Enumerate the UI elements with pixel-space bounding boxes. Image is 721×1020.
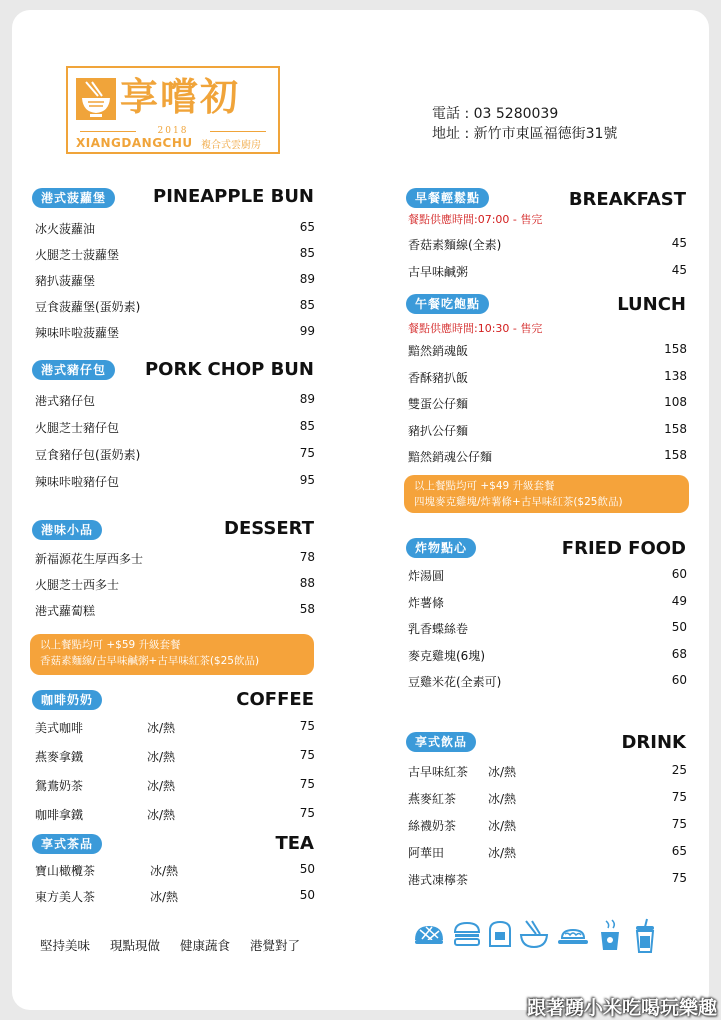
menu-item xyxy=(408,763,687,779)
menu-item-price: 158 xyxy=(664,421,687,436)
menu-item-price: 50 xyxy=(299,888,315,902)
menu-item-price: 138 xyxy=(664,368,687,383)
menu-item xyxy=(35,806,315,822)
menu-item-name: 黯然銷魂飯 xyxy=(408,344,469,358)
section-label-dessert: 港味小品 xyxy=(32,520,102,540)
section-title-lunch: LUNCH xyxy=(617,294,686,315)
menu-item-name: 炸湯圓 xyxy=(408,569,445,583)
menu-item-name: 冰火菠蘿油 xyxy=(35,222,96,236)
watermark: 跟著踴小米吃喝玩樂趣 xyxy=(526,997,717,1019)
section-title-drink: DRINK xyxy=(621,732,686,753)
menu-item-price: 95 xyxy=(299,473,315,487)
menu-item xyxy=(35,748,315,764)
menu-item xyxy=(408,790,687,806)
slogan xyxy=(40,936,316,954)
menu-item xyxy=(35,602,315,618)
menu-item xyxy=(35,419,315,435)
menu-item-price: 75 xyxy=(299,748,315,762)
menu-item-temperature: 冰/熱 xyxy=(150,890,179,904)
menu-item-name: 古早味紅茶 xyxy=(408,765,469,779)
menu-item-price: 25 xyxy=(671,763,687,777)
menu-item xyxy=(35,888,315,904)
menu-item-price: 108 xyxy=(664,395,687,409)
brand-year: 2018 xyxy=(157,126,189,136)
section-title-fried: FRIED FOOD xyxy=(561,538,686,559)
menu-item-name: 美式咖啡 xyxy=(35,721,84,735)
menu-item-price: 68 xyxy=(671,646,687,661)
menu-item-name: 辣味咔啦菠蘿堡 xyxy=(35,326,120,340)
menu-item-price: 65 xyxy=(671,844,687,858)
slogan-text: 現點現做 xyxy=(110,938,161,953)
menu-item-name: 香酥豬扒飯 xyxy=(408,370,469,385)
menu-item xyxy=(408,263,687,279)
menu-item-name: 黯然銷魂公仔麵 xyxy=(408,450,493,464)
menu-item-name: 港式凍檸茶 xyxy=(408,873,469,887)
menu-item xyxy=(408,448,687,464)
menu-item-name: 火腿芝士西多士 xyxy=(35,578,120,592)
menu-item-name: 豆食菠蘿堡(蛋奶素) xyxy=(35,300,141,314)
menu-item xyxy=(35,272,315,288)
menu-item-name: 阿華田 xyxy=(408,846,445,860)
promo-banner-right xyxy=(404,475,689,513)
menu-item-name: 燕麥紅茶 xyxy=(408,792,457,806)
menu-item-price: 88 xyxy=(299,576,315,590)
menu-item-name: 港式蘿蔔糕 xyxy=(35,604,96,618)
menu-item-name: 燕麥拿鐵 xyxy=(35,750,84,764)
promo-banner-left xyxy=(30,634,314,675)
menu-item xyxy=(35,576,315,592)
menu-item-name: 新福源花生厚西多士 xyxy=(35,552,144,566)
menu-item-price: 75 xyxy=(299,719,315,733)
menu-item-name: 火腿芝士菠蘿堡 xyxy=(35,248,120,262)
menu-item-price: 49 xyxy=(671,593,687,608)
menu-item-temperature: 冰/熱 xyxy=(488,846,517,860)
menu-item xyxy=(408,673,687,689)
menu-item-price: 58 xyxy=(299,602,315,616)
menu-item-name: 火腿芝士豬仔包 xyxy=(35,421,120,435)
menu-item-name: 炸薯條 xyxy=(408,595,445,610)
menu-item xyxy=(408,567,687,583)
menu-item-name: 鴛鴦奶茶 xyxy=(35,779,84,793)
menu-item-price: 75 xyxy=(299,777,315,791)
menu-item xyxy=(35,446,315,462)
section-title-porkchop: PORK CHOP BUN xyxy=(144,359,314,380)
menu-item xyxy=(35,473,315,489)
section-title-tea: TEA xyxy=(275,833,314,854)
section-title-dessert: DESSERT xyxy=(224,518,314,539)
menu-item-price: 50 xyxy=(299,862,315,876)
menu-item-name: 寶山橄欖茶 xyxy=(35,864,96,878)
menu-item-price: 75 xyxy=(299,806,315,820)
menu-item xyxy=(408,422,687,438)
contact-info xyxy=(432,104,617,144)
menu-item-temperature: 冰/熱 xyxy=(147,779,176,793)
promo-line: 以上餐點均可 +$59 升級套餐 xyxy=(40,639,181,651)
menu-item-temperature: 冰/熱 xyxy=(147,721,176,735)
menu-item-price: 158 xyxy=(664,342,687,356)
menu-item xyxy=(408,844,687,860)
menu-item-name: 港式豬仔包 xyxy=(35,394,96,408)
iced-drink-icon xyxy=(632,918,658,956)
section-title-pineapple: PINEAPPLE BUN xyxy=(153,186,314,207)
menu-item-name: 古早味鹹粥 xyxy=(408,265,469,279)
menu-item-price: 89 xyxy=(299,392,315,406)
section-label-lunch: 午餐吃飽點 xyxy=(406,294,489,314)
menu-item-price: 45 xyxy=(671,236,687,250)
menu-item-price: 75 xyxy=(671,817,687,831)
menu-item-name: 豆食豬仔包(蛋奶素) xyxy=(35,448,141,462)
menu-item-name: 乳香蝶絲卷 xyxy=(408,622,469,636)
slogan-text: 堅持美味 xyxy=(40,938,91,953)
menu-item xyxy=(408,236,687,252)
menu-item-name: 雙蛋公仔麵 xyxy=(408,397,469,411)
menu-item-price: 75 xyxy=(671,871,687,885)
menu-item-price: 50 xyxy=(671,620,687,634)
menu-item xyxy=(408,647,687,663)
section-label-pineapple: 港式菠蘿堡 xyxy=(32,188,115,208)
promo-line: 四塊麥克雞塊/炸薯條+古早味紅茶($25飲品) xyxy=(414,496,623,508)
menu-item xyxy=(408,395,687,411)
noodle-bowl-logo-icon xyxy=(76,78,116,120)
menu-item-price: 75 xyxy=(299,446,315,460)
phone-text: 電話 : 03 5280039 xyxy=(432,106,559,122)
menu-item-temperature: 冰/熱 xyxy=(147,750,176,764)
menu-item-price: 60 xyxy=(671,673,687,687)
noodle-bowl-icon xyxy=(518,918,550,952)
lunch-hours: 餐點供應時間:10:30 - 售完 xyxy=(408,322,543,335)
menu-item xyxy=(408,369,687,385)
section-label-porkchop: 港式豬仔包 xyxy=(32,360,115,380)
menu-item xyxy=(408,817,687,833)
menu-item-price: 65 xyxy=(299,220,315,234)
brand-logo xyxy=(66,66,280,154)
menu-item-price: 85 xyxy=(299,298,315,312)
menu-item-name: 香菇素麵線(全素) xyxy=(408,238,502,252)
section-label-tea: 享式茶品 xyxy=(32,834,102,854)
menu-item-price: 89 xyxy=(299,272,315,286)
toast-icon xyxy=(486,918,514,952)
menu-item-name: 東方美人茶 xyxy=(35,890,96,904)
menu-item-temperature: 冰/熱 xyxy=(488,765,517,779)
menu-item xyxy=(408,871,687,887)
menu-item-name: 咖啡拿鐵 xyxy=(35,808,84,822)
address-text: 地址 : 新竹市東區福德街31號 xyxy=(432,126,618,142)
menu-item xyxy=(35,392,315,408)
menu-item xyxy=(35,777,315,793)
menu-item-price: 60 xyxy=(671,567,687,581)
breakfast-hours: 餐點供應時間:07:00 - 售完 xyxy=(408,213,543,226)
brand-subtitle: 複合式雲廚房 xyxy=(201,140,261,151)
menu-item xyxy=(35,862,315,878)
menu-item xyxy=(35,719,315,735)
food-icons-row xyxy=(412,918,662,958)
menu-item xyxy=(408,620,687,636)
menu-item-name: 辣味咔啦豬仔包 xyxy=(35,475,120,489)
menu-item xyxy=(408,594,687,610)
menu-item-price: 85 xyxy=(299,246,315,260)
menu-item-price: 78 xyxy=(299,550,315,564)
menu-item xyxy=(35,550,315,566)
rice-plate-icon xyxy=(556,918,590,952)
section-title-breakfast: BREAKFAST xyxy=(568,189,686,210)
menu-item-temperature: 冰/熱 xyxy=(147,808,176,822)
menu-item xyxy=(35,246,315,262)
menu-item-temperature: 冰/熱 xyxy=(488,819,517,833)
menu-item-name: 豬扒公仔麵 xyxy=(408,423,469,438)
menu-item-name: 豆雞米花(全素可) xyxy=(408,675,502,689)
menu-item-price: 85 xyxy=(299,419,315,433)
section-label-fried: 炸物點心 xyxy=(406,538,476,558)
section-label-drink: 享式飲品 xyxy=(406,732,476,752)
brand-english: XIANGDANGCHU xyxy=(76,136,193,150)
menu-item xyxy=(408,342,687,358)
menu-item-price: 99 xyxy=(299,324,315,338)
menu-item-temperature: 冰/熱 xyxy=(150,864,179,878)
promo-line: 香菇素麵線/古早味鹹粥+古早味紅茶($25飲品) xyxy=(40,655,260,667)
section-title-coffee: COFFEE xyxy=(236,689,314,710)
menu-item-price: 75 xyxy=(671,790,687,804)
menu-item-temperature: 冰/熱 xyxy=(488,792,517,806)
menu-item xyxy=(35,324,315,340)
milk-tea-icon xyxy=(596,918,624,954)
slogan-text: 港覺對了 xyxy=(250,938,301,953)
menu-item xyxy=(35,220,315,236)
menu-item xyxy=(35,298,315,314)
menu-item-name: 麥克雞塊(6塊) xyxy=(408,648,485,663)
menu-item-name: 豬扒菠蘿堡 xyxy=(35,274,96,288)
menu-item-price: 158 xyxy=(664,448,687,462)
brand-name: 享嚐初 xyxy=(120,74,241,119)
section-label-breakfast: 早餐輕鬆點 xyxy=(406,188,489,208)
pineapple-bun-icon xyxy=(412,918,446,952)
menu-item-name: 絲襪奶茶 xyxy=(408,819,457,833)
section-label-coffee: 咖啡奶奶 xyxy=(32,690,102,710)
promo-line: 以上餐點均可 +$49 升級套餐 xyxy=(414,480,555,492)
burger-icon xyxy=(452,918,482,952)
menu-item-price: 45 xyxy=(671,263,687,277)
slogan-text: 健康蔬食 xyxy=(180,938,231,953)
